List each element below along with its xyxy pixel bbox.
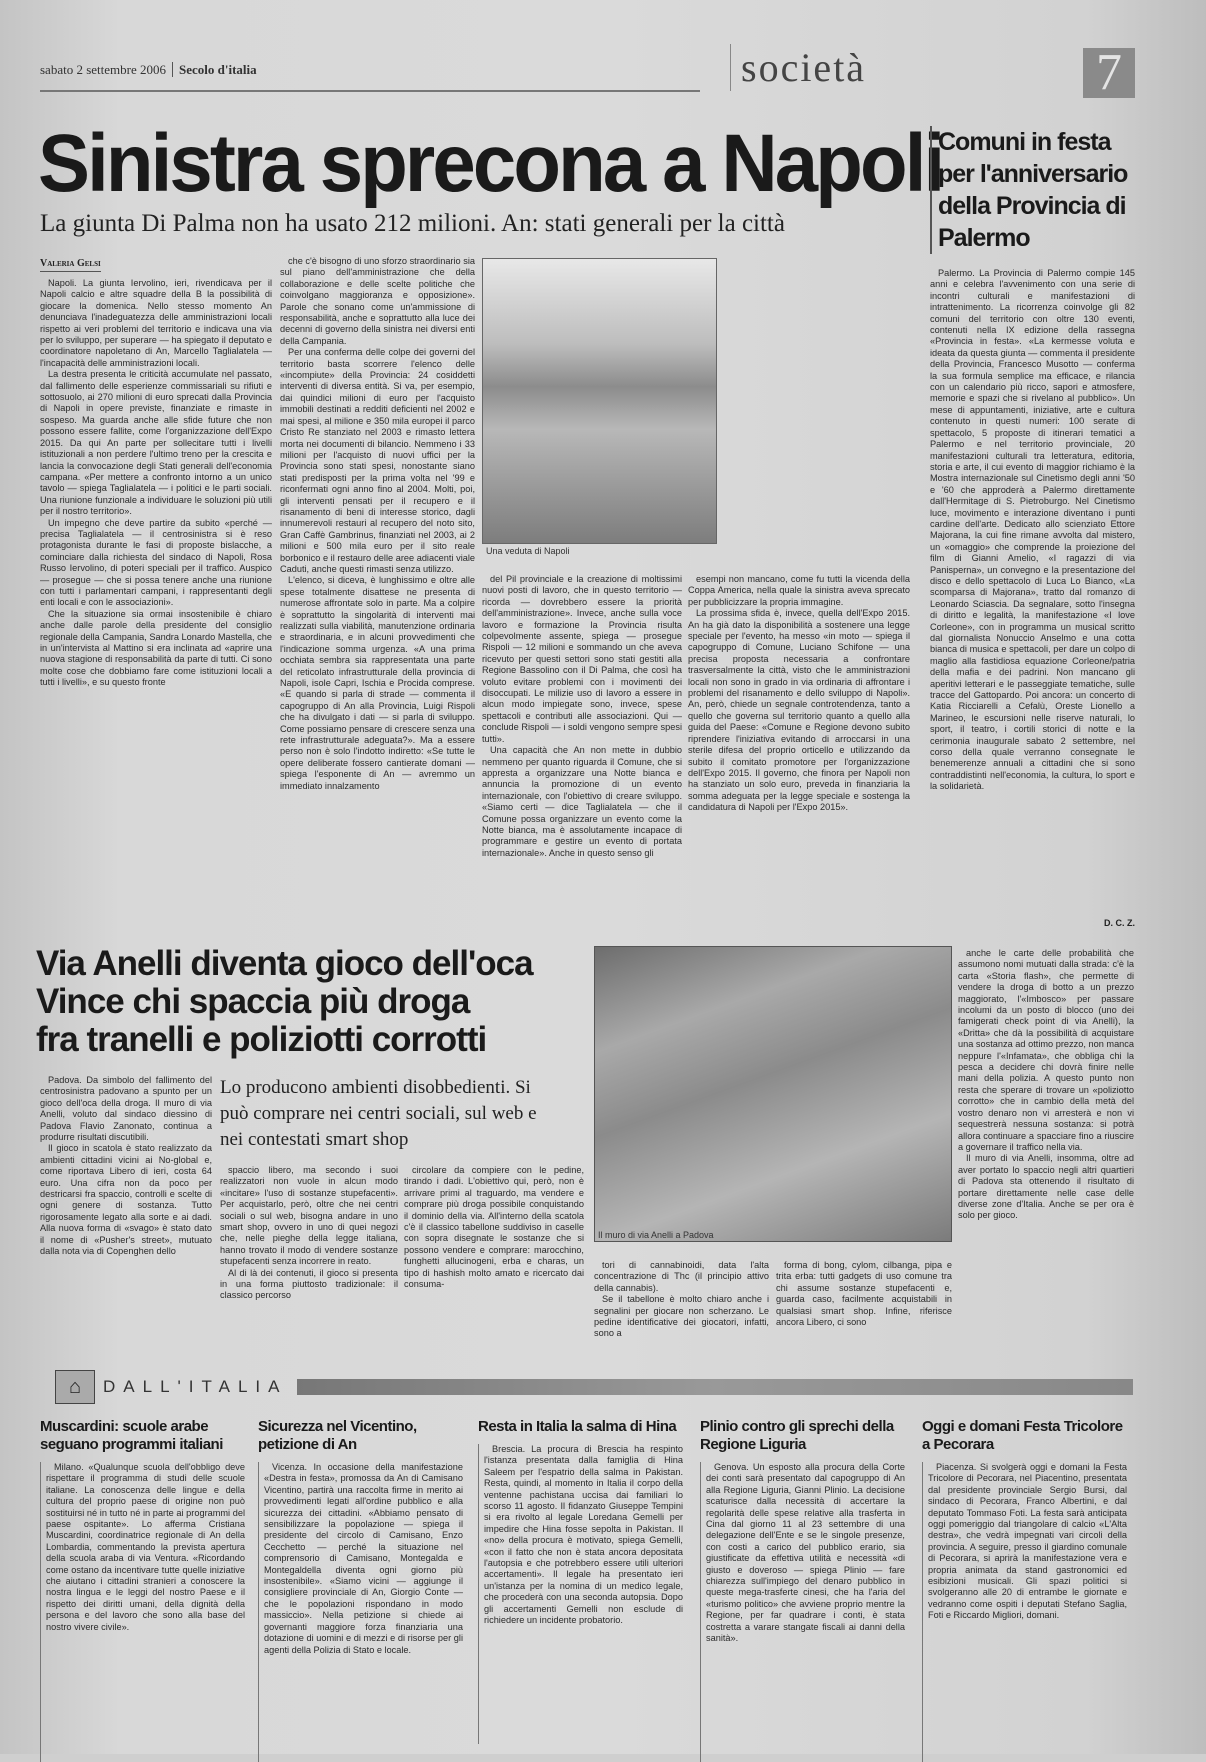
- paragraph: esempi non mancano, come fu tutti la vicenda della Coppa America, nella quale la sinistra aveva sprecato per pubblicizzare la propria immagine.: [688, 574, 910, 607]
- brief-4: [700, 1418, 905, 1762]
- second-column-2: [220, 1165, 398, 1367]
- second-column-4: [594, 1260, 769, 1367]
- pull-quote: Lo producono ambienti disobbedienti. Si può comprare nei centri sociali, sul web e nei contestati smart shop: [220, 1077, 537, 1150]
- paragraph: Padova. Da simbolo del fallimento del centrosinistra padovano a spunto per un gioco dell'oca della droga. Il muro di via Anelli, voluto dal sindaco diessino di Padova Flavio Zanonato, continua a produrre risultati discutibili.: [40, 1075, 212, 1143]
- sidebar-headline: Comuni in festa per l'anniversario della Provincia di Palermo: [930, 126, 1140, 254]
- headline-line: Vince chi spaccia più droga: [36, 982, 470, 1021]
- second-column-6: [958, 948, 1134, 1368]
- second-headline: [36, 945, 591, 1059]
- via-anelli-photo: [594, 946, 952, 1242]
- page-number: 7: [1083, 48, 1135, 98]
- brief-body: Genova. Un esposto alla procura della Corte dei conti sarà presentato dal capogruppo di An alla Regione Liguria, Gianni Plinio. La decisione scaturisce dalla necessità di accertare la regolarità delle spese relative alla trasferta in Cina dal giorno 11 al 23 settembre di una delegazione dell'Ente e se le singole presenze, con costi a carico del pubblico erario, sia giustificate da effettiva utilità e necessità «di giusto e doveroso — spiega Plinio — fare chiarezza sull'impiego del denaro pubblico in queste mega-trasferte cinesi, che ha l'aria del «turismo politico» che avviene proprio mentre la Regione, per far quadrare i conti, è stata costretta a varare stangate fiscali ai danni della sanità».: [706, 1462, 905, 1644]
- main-column-4: [688, 574, 910, 926]
- brief-body: Milano. «Qualunque scuola dell'obbligo deve rispettare il programma di studi delle scuole italiane. La conoscenza delle lingue e della cultura del proprio paese di origine non può sostituirsi né in tutto né in parte ai programmi del paese ospitante». Lo afferma Cristiana Muscardini, coordinatrice regionale di An della Lombardia, commentando la prevista apertura della scuola araba di via Ventura. «Ricordando come ostano da incentivare tutte quelle iniziative che aiutano i cittadini stranieri a conoscere la nostra lingua e le leggi del nostro Paese e il rispetto dei diritti umani, della dignità della persona e del lavoro che sono alla base del nostro vivere civile».: [46, 1462, 245, 1632]
- paragraph: circolare da compiere con le pedine, tirando i dadi. L'obiettivo qui, però, non è arrivare primi al traguardo, ma vendere e comprare più droga possibile conquistando il dominio della via. All'interno della scatola c'è il classico tabellone suddiviso in caselle con sopra disegnate le sostanze che si possono vendere e comprare: marocchino, funghetti allucinogeni, erba e charas, un tipo di hashish molto amato e ricercato dai consuma-: [404, 1165, 584, 1290]
- main-column-2: [280, 256, 475, 926]
- paragraph: Se il tabellone è molto chiaro anche i segnalini per giocare non scherzano. Le pedine identificative dei giocatori, infatti, sono a: [594, 1294, 769, 1339]
- brief-title: Muscardini: scuole arabe seguano programmi italiani: [40, 1418, 223, 1453]
- main-headline: Sinistra sprecona a Napoli: [38, 118, 943, 209]
- sidebar-signature: D. C. Z.: [1104, 918, 1135, 928]
- date: sabato 2 settembre 2006: [40, 62, 166, 77]
- paragraph: spaccio libero, ma secondo i suoi realizzatori non vuole in alcun modo «incitare» l'uso di sostanze stupefacenti». Per acquistarlo, però, oltre che nei centri sociali o sul web, bisogna andare in uno smart shop, ovvero in uno di quei negozi che, nelle pieghe della legge italiana, hanno trovato il modo di vendere sostanze stupefacenti senza incorrere in reato.: [220, 1165, 398, 1267]
- paragraph: Che la situazione sia ormai insostenibile è chiaro anche dalle parole della presidente del consiglio regionale della Campania, Sandra Lonardo Mastella, che in un'intervista al Mattino si era inclinata ad «aprire una nuova stagione di responsabilità da parte di tutti. Ci sono molte cose che dobbiamo fare come istituzioni locali a tutti i livelli», e su questo fronte: [40, 608, 272, 688]
- brief-body: Piacenza. Si svolgerà oggi e domani la Festa Tricolore di Pecorara, nel Piacentino, presentata dal presidente provinciale Sergio Bursi, dal sindaco di Pecorara, Franco Albertini, e dal deputato Tommaso Foti. La festa sarà anticipata oggi pomeriggio dal triangolare di calcio «L'Alta destra», che vedrà impegnati vari circoli della provincia. A seguire, presso il giardino comunale di Pecorara, si aprirà la manifestazione vera e propria animata da stand gastronomici ed esibizioni musicali. Gli spazi politici si svolgeranno alle 20 di entrambe le giornate e vedranno come ospiti i deputati Stefano Saglia, Foti e Riccardo Migliori, domani.: [928, 1462, 1127, 1621]
- photo-caption: Il muro di via Anelli a Padova: [598, 1230, 714, 1240]
- paragraph: Palermo. La Provincia di Palermo compie 145 anni e celebra l'avvenimento con una serie di incontri culturali e manifestazioni di intrattenimento. La ricorrenza coinvolge gli 82 comuni del territorio con oltre 130 eventi, contenuti nella IX edizione della rassegna «Provincia in festa». «La kermesse voluta e ideata da questa giunta — commenta il presidente della Provincia, Francesco Musotto — conferma la sua formula semplice ma efficace, e rilancia con un calendario più ricco, sapori e atmosfere, memorie e spazi che si rivelano al pubblico». Un mese di appuntamenti, iniziative, arte e cultura contenuto in questi numeri: 100 serate di spettacolo, 5 proposte di itinerari tematici a Palermo e nel territorio provinciale, 20 manifestazioni culturali tra letteratura, editoria, storia e arte, il cui evento di maggior richiamo è la Mostra internazionale sul Cinetismo degli anni '50 e '60 che approderà a Palermo direttamente dall'Hermitage di S. Pietroburgo. Nel Cinetismo luce, movimento e interazione diventano i punti cardine dell'arte. Dedicato allo scienziato Ettore Majorana, la cui fine rimane avvolta dal mistero, un «omaggio» che comprende la proiezione del film di Gianni Amelio, «I ragazzi di via Panisperna», un convegno e la presentazione del disco e dello spettacolo di Luca Lo Bianco, «La scomparsa di Majorana», tratto dal romanzo di Leonardo Sciascia. Da segnalare, sotto l'insegna di diritto e legalità, la manifestazione «I love Corleone», con in programma un musical scritto dal giornalista Nonuccio Anselmo e una cotta bianca di musica e spettacoli, per dare un colpo di maglio alla fastidiosa equazione Corleone/patria della mafia e dei padrini. Non mancano gli aperitivi letterari e le passeggiate tematiche, sulle tracce del Gattopardo. Poi ancora: un concerto di Katia Ricciarelli a Cefalù, Oreste Lionello a Marineo, le escursioni nelle riserve naturali, lo sport, il teatro, i cortili storici di notte e la cerimonia inaugurale sabato 2 settembre, nel corso della quale verranno consegnate le benemerenze annuali a cittadini che si sono contraddistinti nell'economia, la cultura, lo sport e la solidarietà.: [930, 268, 1135, 792]
- brief-title: Resta in Italia la salma di Hina: [478, 1418, 677, 1435]
- brief-5: [922, 1418, 1127, 1762]
- dall-italia-banner: [55, 1370, 1133, 1404]
- dateline: [40, 62, 257, 78]
- main-subhead: La giunta Di Palma non ha usato 212 milioni. An: stati generali per la città: [40, 210, 785, 237]
- italy-map-icon: ⌂: [55, 1370, 95, 1404]
- paragraph: Al di là dei contenuti, il gioco si presenta in una forma piuttosto tradizionale: il classico percorso: [220, 1267, 398, 1301]
- photo-caption: Una veduta di Napoli: [486, 546, 570, 556]
- second-column-3: [404, 1165, 584, 1367]
- paragraph: Un impegno che deve partire da subito «perché — precisa Taglialatela — il centrosinistra si è reso protagonista durante le fasi di proposte bislacche, a cominciare dalla richiesta del sindaco di Napoli, Rosa Russo Iervolino, di poteri speciali per il traffico. Auspico — prosegue — che si possa tenere anche una riunione con tutti i parlamentari campani, i rappresentanti degli enti locali e con le associazioni».: [40, 517, 272, 608]
- brief-title: Oggi e domani Festa Tricolore a Pecorara: [922, 1418, 1123, 1453]
- paragraph: Per una conferma delle colpe dei governi del territorio basta scorrere l'elenco delle «incompiute» della Provincia: 24 cosiddetti interventi di diversa entità. Si va, per esempio, dai quindici milioni di euro per l'acquisto immobili destinati a redditi deficienti nel 2002 e mai spesi, al milione e 350 mila europei il parco Cristo Re stanziato nel 2003 e rimasto lettera morta nei documenti di bilancio. Nemmeno i 33 milioni per l'acquisto di nuovi uffici per la Provincia sono stati spesi, nonostante siano stati predisposti per la prima volta nel '99 e riconfermati ogni anno fino al 2004. Molti, poi, gli interventi pensati per il recupero e il risanamento di beni di interesse storico, dagli innumerevoli restauri al recupero del noto sito, Gran Caffè Gambrinus, finanziati nel 2003, ai 2 milioni e 500 mila euro per il sito reale borbonico e il restauro delle aree adiacenti viale Caduti, anche questi rimasti senza utilizzo.: [280, 347, 475, 574]
- paper-name: Secolo d'italia: [172, 62, 257, 77]
- byline: Valeria Gelsi: [40, 258, 101, 272]
- brief-1: [40, 1418, 245, 1762]
- naples-photo: [482, 258, 717, 544]
- brief-title: Sicurezza nel Vicentino, petizione di An: [258, 1418, 417, 1453]
- paragraph: La destra presenta le criticità accumulate nel passato, dal fallimento delle esperienze commissariali su rifiuti e sottosuolo, ai 270 milioni di euro sprecati dalla Provincia di Napoli in opere previste, finanziate e rimaste in sospeso. Ma guarda anche alle sfide future che non possono essere fallite, come l'organizzazione dell'Expo 2015. Da qui An parte per sollecitare tutti i livelli istituzionali a non perdere l'ultimo treno per la crescita e lancia la convocazione degli Stati generali dell'economia campana. «Per mettere a confronto intorno a un unico tavolo — spiega Taglialatela — i politici e le parti sociali. Una riunione funzionale a individuare le soluzioni più utili per il nostro territorio».: [40, 369, 272, 517]
- sidebar-body: [930, 268, 1135, 916]
- paragraph: La prossima sfida è, invece, quella dell'Expo 2015. An ha già dato la disponibilità a sostenere una legge speciale per l'evento, ha messo «in moto — spiega il capogruppo di Comune, Luciano Schifone — una precisa proposta necessaria a confrontare trasversalmente la città, visto che le amministrazioni locali non sono in grado in via ordinaria di affrontare i problemi del risanamento e dello sviluppo di Napoli». An, però, chiede un segnale controtendenza, tanto a quello che governa sul territorio quanto a quello alla guida del Paese: «Comune e Regione devono subito riprendere l'iniziativa evitando di arroccarsi in una sterile difesa del proprio orticello e utilizzando da subito il comitato promotore per l'organizzazione dell'Expo 2015. Il governo, che finora per Napoli non ha stanziato un solo euro, preveda in finanziaria la somma adeguata per la legge speciale e sostenga la candidatura di Napoli per l'Expo 2015».: [688, 608, 910, 813]
- brief-body: Vicenza. In occasione della manifestazione «Destra in festa», promossa da An di Camisano Vicentino, partirà una raccolta firme in merito ai provvedimenti legati all'ordine pubblico e alla sicurezza dei cittadini. «Abbiamo pensato di sensibilizzare la popolazione — spiega il presidente del circolo di Camisano, Enzo Cecchetto — perché la situazione nel comprensorio di Camisano, Montegalda e Montegaldella diventa ogni giorno più insostenibile». «Siamo vicini — aggiunge il consigliere provinciale di An, Giorgio Conte — che le popolazioni rispondano in modo massiccio». Nella petizione si chiede ai governanti maggiore forza finanziaria una dotazione di uomini e di mezzi e di risorse per gli agenti della Polizia di Stato e locale.: [264, 1462, 463, 1655]
- paragraph: del Pil provinciale e la creazione di moltissimi nuovi posti di lavoro, che in questo territorio — ricorda — dovrebbero essere la priorità dell'amministrazione». Invece, anche sulla voce lavoro e formazione la Provincia risulta colpevolmente assente, spiega — prosegue Rispoli — 12 milioni e sommando un che aveva ricevuto per questi settori sono stati gestiti alla Regione Bassolino con il Di Palma, che così ha voluto evitare problemi con i movimenti dei disoccupati. Le milizie uso di lavoro a essere in alcun modo impiegate sono, invece, spese spettacoli e contributi alle associazioni. Qui — conclude Rispoli — i soldi vengono sempre spesi tutti».: [482, 574, 682, 744]
- paragraph: Napoli. La giunta Iervolino, ieri, rivendicava per il Napoli calcio e altre squadre della B la possibilità di giocare la domenica. Nello stesso momento An denunciava l'inadeguatezza delle amministrazioni locali rispetto ai veri problemi del territorio e indicava una via per lo sviluppo, per superare — ha spiegato il deputato e coordinatore napoletano di An, Marcello Taglialatela — l'incapacità delle amministrazioni locali.: [40, 278, 272, 368]
- banner-bar: [297, 1379, 1133, 1395]
- headline-line: Via Anelli diventa gioco dell'oca: [36, 944, 533, 983]
- paragraph: Una capacità che An non mette in dubbio nemmeno per quanto riguarda il Comune, che si appresta a organizzare una Notte bianca e annuncia la promozione di un evento internazionale, con l'obiettivo di creare sviluppo. «Siamo certi — dice Taglialatela — che il Comune possa organizzare un evento come la Notte bianca, ma è assolutamente incapace di programmare e gestire un evento di portata internazionale». Anche in questo senso gli: [482, 745, 682, 858]
- section-title: società: [730, 44, 866, 91]
- headline-line: fra tranelli e poliziotti corrotti: [36, 1020, 487, 1059]
- paragraph: L'elenco, si diceva, è lunghissimo e oltre alle spese totalmente disattese ne presenta di numerose affrontate solo in parte. Ma a colpire è soprattutto la singolarità di interventi mai realizzati sulla viabilità, manutenzione ordinaria e straordinaria, e in alcuni provvedimenti che l'indicazione somma urgenza. «A una prima occhiata sembra sia rappresentata una parte del reticolato infrastrutturale della provincia di Napoli, isole Capri, Ischia e Procida comprese. «E quando si parla di strade — commenta il capogruppo di An alla Provincia, Luigi Rispoli che ha divulgato i dati — si parla di sviluppo. Come possiamo pensare di crescere senza una rete infrastrutturale adeguata?». Ma a essere perso non è solo l'indotto indiretto: «Se tutte le opere deliberate fossero cantierate domani — spiega l'esponente di An — avremmo un immediato innalzamento: [280, 575, 475, 791]
- second-column-1: [40, 1075, 212, 1367]
- brief-3: [478, 1418, 683, 1744]
- main-column-3: [482, 574, 682, 926]
- paragraph: Il gioco in scatola è stato realizzato da ambienti cittadini vicini ai No-global e, come riportava Libero di ieri, costa 64 euro. Una cifra non da poco per destricarsi fra spaccio, controlli e scelte di ogni genere di sostanza. Tutto rigorosamente legato alla sorte e ai dadi. Alla nuova forma di «svago» è stato dato il nome di «Pusher's street», mutuato dalla nota via di Copenghen dello: [40, 1143, 212, 1257]
- paragraph: forma di bong, cylom, cilbanga, pipa e trita erba: tutti gadgets di uso comune tra chi assume sostanze stupefacenti e, guarda caso, facilmente acquistabili in qualsiasi smart shop. Infine, riferisce ancora Libero, ci sono: [776, 1260, 952, 1328]
- brief-title: Plinio contro gli sprechi della Regione Liguria: [700, 1418, 894, 1453]
- paragraph: Il muro di via Anelli, insomma, oltre ad aver portato lo spaccio negli altri quartieri di Padova sta ottenendo il risultato di portare direttamente nelle case delle diverse zone d'Italia. Anche se per ora è solo per gioco.: [958, 1153, 1134, 1221]
- banner-label: DALL'ITALIA: [103, 1377, 288, 1396]
- brief-2: [258, 1418, 463, 1762]
- brief-body: Brescia. La procura di Brescia ha respinto l'istanza presentata dalla famiglia di Hina Saleem per l'espatrio della salma in Pakistan. Resta, quindi, al momento in Italia il corpo della ventenne pachistana uccisa dai familiari lo scorso 11 agosto. Il fidanzato Giuseppe Tempini si era rivolto al legale Loredana Gemelli per impedire che Hina fosse sepolta in Pakistan. Il «no» della procura è motivato, spiega Gemelli, «con il fatto che non è stata ancora depositata l'autopsia e che potrebbero essere utili ulteriori accertamenti». Il legale ha presentato ieri un'istanza per la nomina di un medico legale, che procederà con una seconda autopsia. Dopo gli accertamenti Gemelli non esclude di richiedere un incidente probatorio.: [484, 1444, 683, 1626]
- header-rule: [40, 90, 700, 92]
- paragraph: che c'è bisogno di uno sforzo straordinario sia sul piano dell'amministrazione che della collaborazione e delle scelte politiche che coinvolgano maggioranza e opposizione». Parole che sonano come un'ammissione di responsabilità, anche e soprattutto alla luce dei decenni di governo della sinistra nei diversi enti della Campania.: [280, 256, 475, 346]
- second-column-5: [776, 1260, 952, 1367]
- main-column-1: [40, 278, 272, 926]
- paragraph: tori di cannabinoidi, data l'alta concentrazione di Thc (il principio attivo della cannabis).: [594, 1260, 769, 1293]
- paragraph: anche le carte delle probabilità che assumono nomi mutuati dalla strada: c'è la carta «Storia flash», che permette di vendere la droga di botto a un prezzo maggiorato, l'«Imbosco» per passare incolumi da un posto di blocco (uno dei famigerati check point di via Anelli), la «Dritta» che dà la possibilità di acquistare una sostanza ad ottimo prezzo, non manca neppure l'«Infamata», che obbliga chi la pesca a decidere chi dovrà finire nelle mani della polizia. A questo punto non resta che sperare di trovare un «poliziotto corrotto» che in cambio della metà del vostro denaro non vi arresterà e non vi sequestrerà nessuna sostanza: si potrà allora continuare a spacciare fino a riuscire a governare il traffico nella via.: [958, 948, 1134, 1152]
